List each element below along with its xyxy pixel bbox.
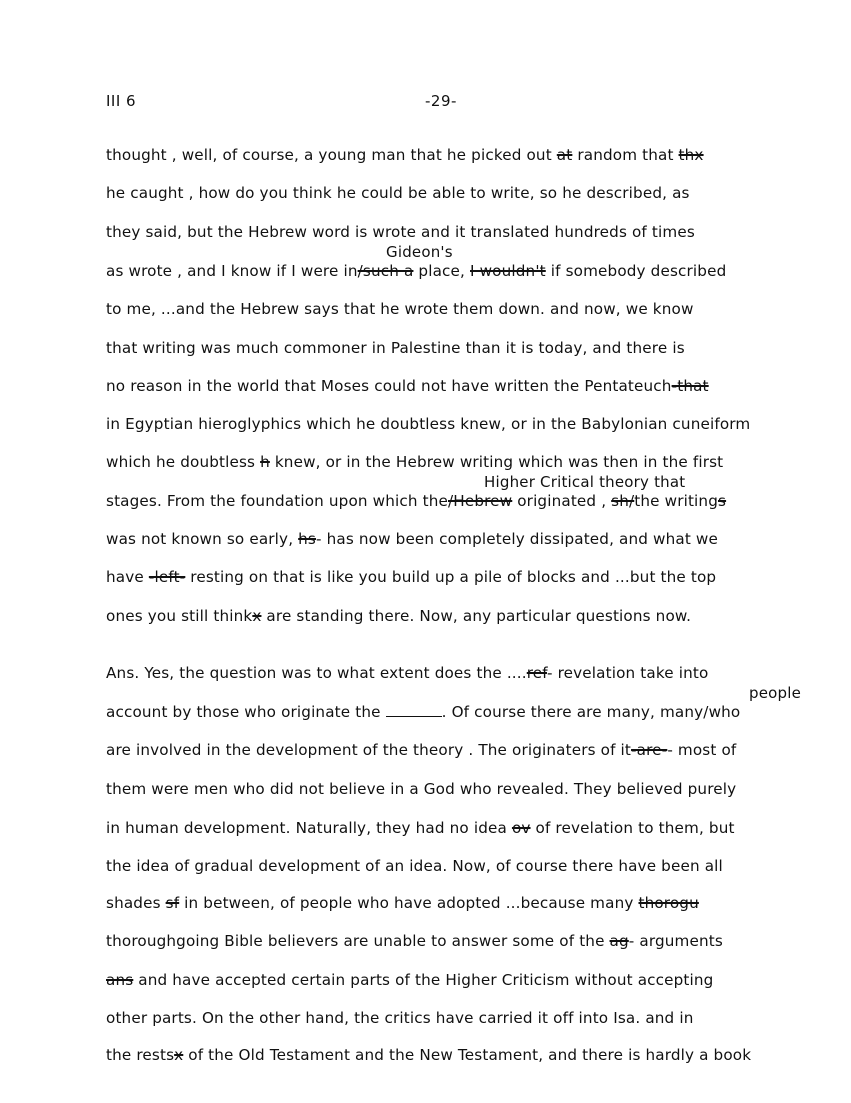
struck-text: h [260,453,270,471]
text-line: thoroughgoing Bible believers are unable to answer some of the ag- arguments [106,932,723,950]
text-line: which he doubtless h knew, or in the Hebrew writing which was then in the first [106,453,724,471]
text-line: that writing was much commoner in Palestine than it is today, and there is [106,339,685,357]
struck-text: thorogu [638,894,699,912]
text-line: shades sf in between, of people who have adopted ...because many thorogu [106,894,699,912]
text-line: stages. From the foundation upon which the/Hebrew originated , sh/the writings [106,492,727,510]
handwritten-insertion: Higher Critical theory that [484,473,686,491]
page-number: -29- [425,92,457,110]
struck-text: /Hebrew [448,492,513,510]
blank-underline [386,705,442,717]
struck-text: x [174,1046,184,1064]
text-line: to me, ...and the Hebrew says that he wrote them down. and now, we know [106,300,694,318]
text-line: thought , well, of course, a young man that he picked out at random that thx [106,146,704,164]
struck-text: ref [526,664,547,682]
struck-text: /such a [357,262,414,280]
text-line: in Egyptian hieroglyphics which he doubtless knew, or in the Babylonian cuneiform [106,415,751,433]
text-line: have -left- resting on that is like you build up a pile of blocks and ...but the top [106,568,717,586]
struck-text: hs [298,530,316,548]
struck-text: sh/ [611,492,635,510]
struck-text: I wouldn't [470,262,546,280]
struck-text: -left- [148,568,186,586]
text-line: no reason in the world that Moses could not have written the Pentateuch-that [106,377,709,395]
struck-text: at [556,146,573,164]
handwritten-insertion: people [749,684,802,702]
struck-text: ov [511,819,531,837]
text-line: as wrote , and I know if I were in/such a place, I wouldn't if somebody described [106,262,727,280]
struck-text: x [252,607,262,625]
struck-text: sf [165,894,180,912]
text-line: ans and have accepted certain parts of the Higher Criticism without accepting [106,971,714,989]
text-line: the restsx of the Old Testament and the New Testament, and there is hardly a book [106,1046,752,1064]
struck-text: -that [671,377,709,395]
struck-text: ans [106,971,134,989]
text-line: they said, but the Hebrew word is wrote and it translated hundreds of times [106,223,695,241]
text-line: he caught , how do you think he could be able to write, so he described, as [106,184,690,202]
text-line: account by those who originate the . Of course there are many, many/who [106,703,741,721]
text-line: ones you still thinkx are standing there. Now, any particular questions now. [106,607,692,625]
struck-text: ag [609,932,629,950]
text-line: was not known so early, hs- has now been completely dissipated, and what we [106,530,719,548]
struck-text: s [718,492,727,510]
struck-text: -are- [631,741,668,759]
section-label: III 6 [106,92,137,110]
text-line: in human development. Naturally, they had no idea ov of revelation to them, but [106,819,735,837]
handwritten-insertion: Gideon's [386,243,453,261]
text-line: are involved in the development of the theory . The originaters of it-are-- most of [106,741,737,759]
text-line: the idea of gradual development of an idea. Now, of course there have been all [106,857,723,875]
text-line: Ans. Yes, the question was to what extent does the ....ref- revelation take into [106,664,709,682]
text-line: them were men who did not believe in a God who revealed. They believed purely [106,780,737,798]
struck-text: thx [678,146,704,164]
text-line: other parts. On the other hand, the critics have carried it off into Isa. and in [106,1009,694,1027]
